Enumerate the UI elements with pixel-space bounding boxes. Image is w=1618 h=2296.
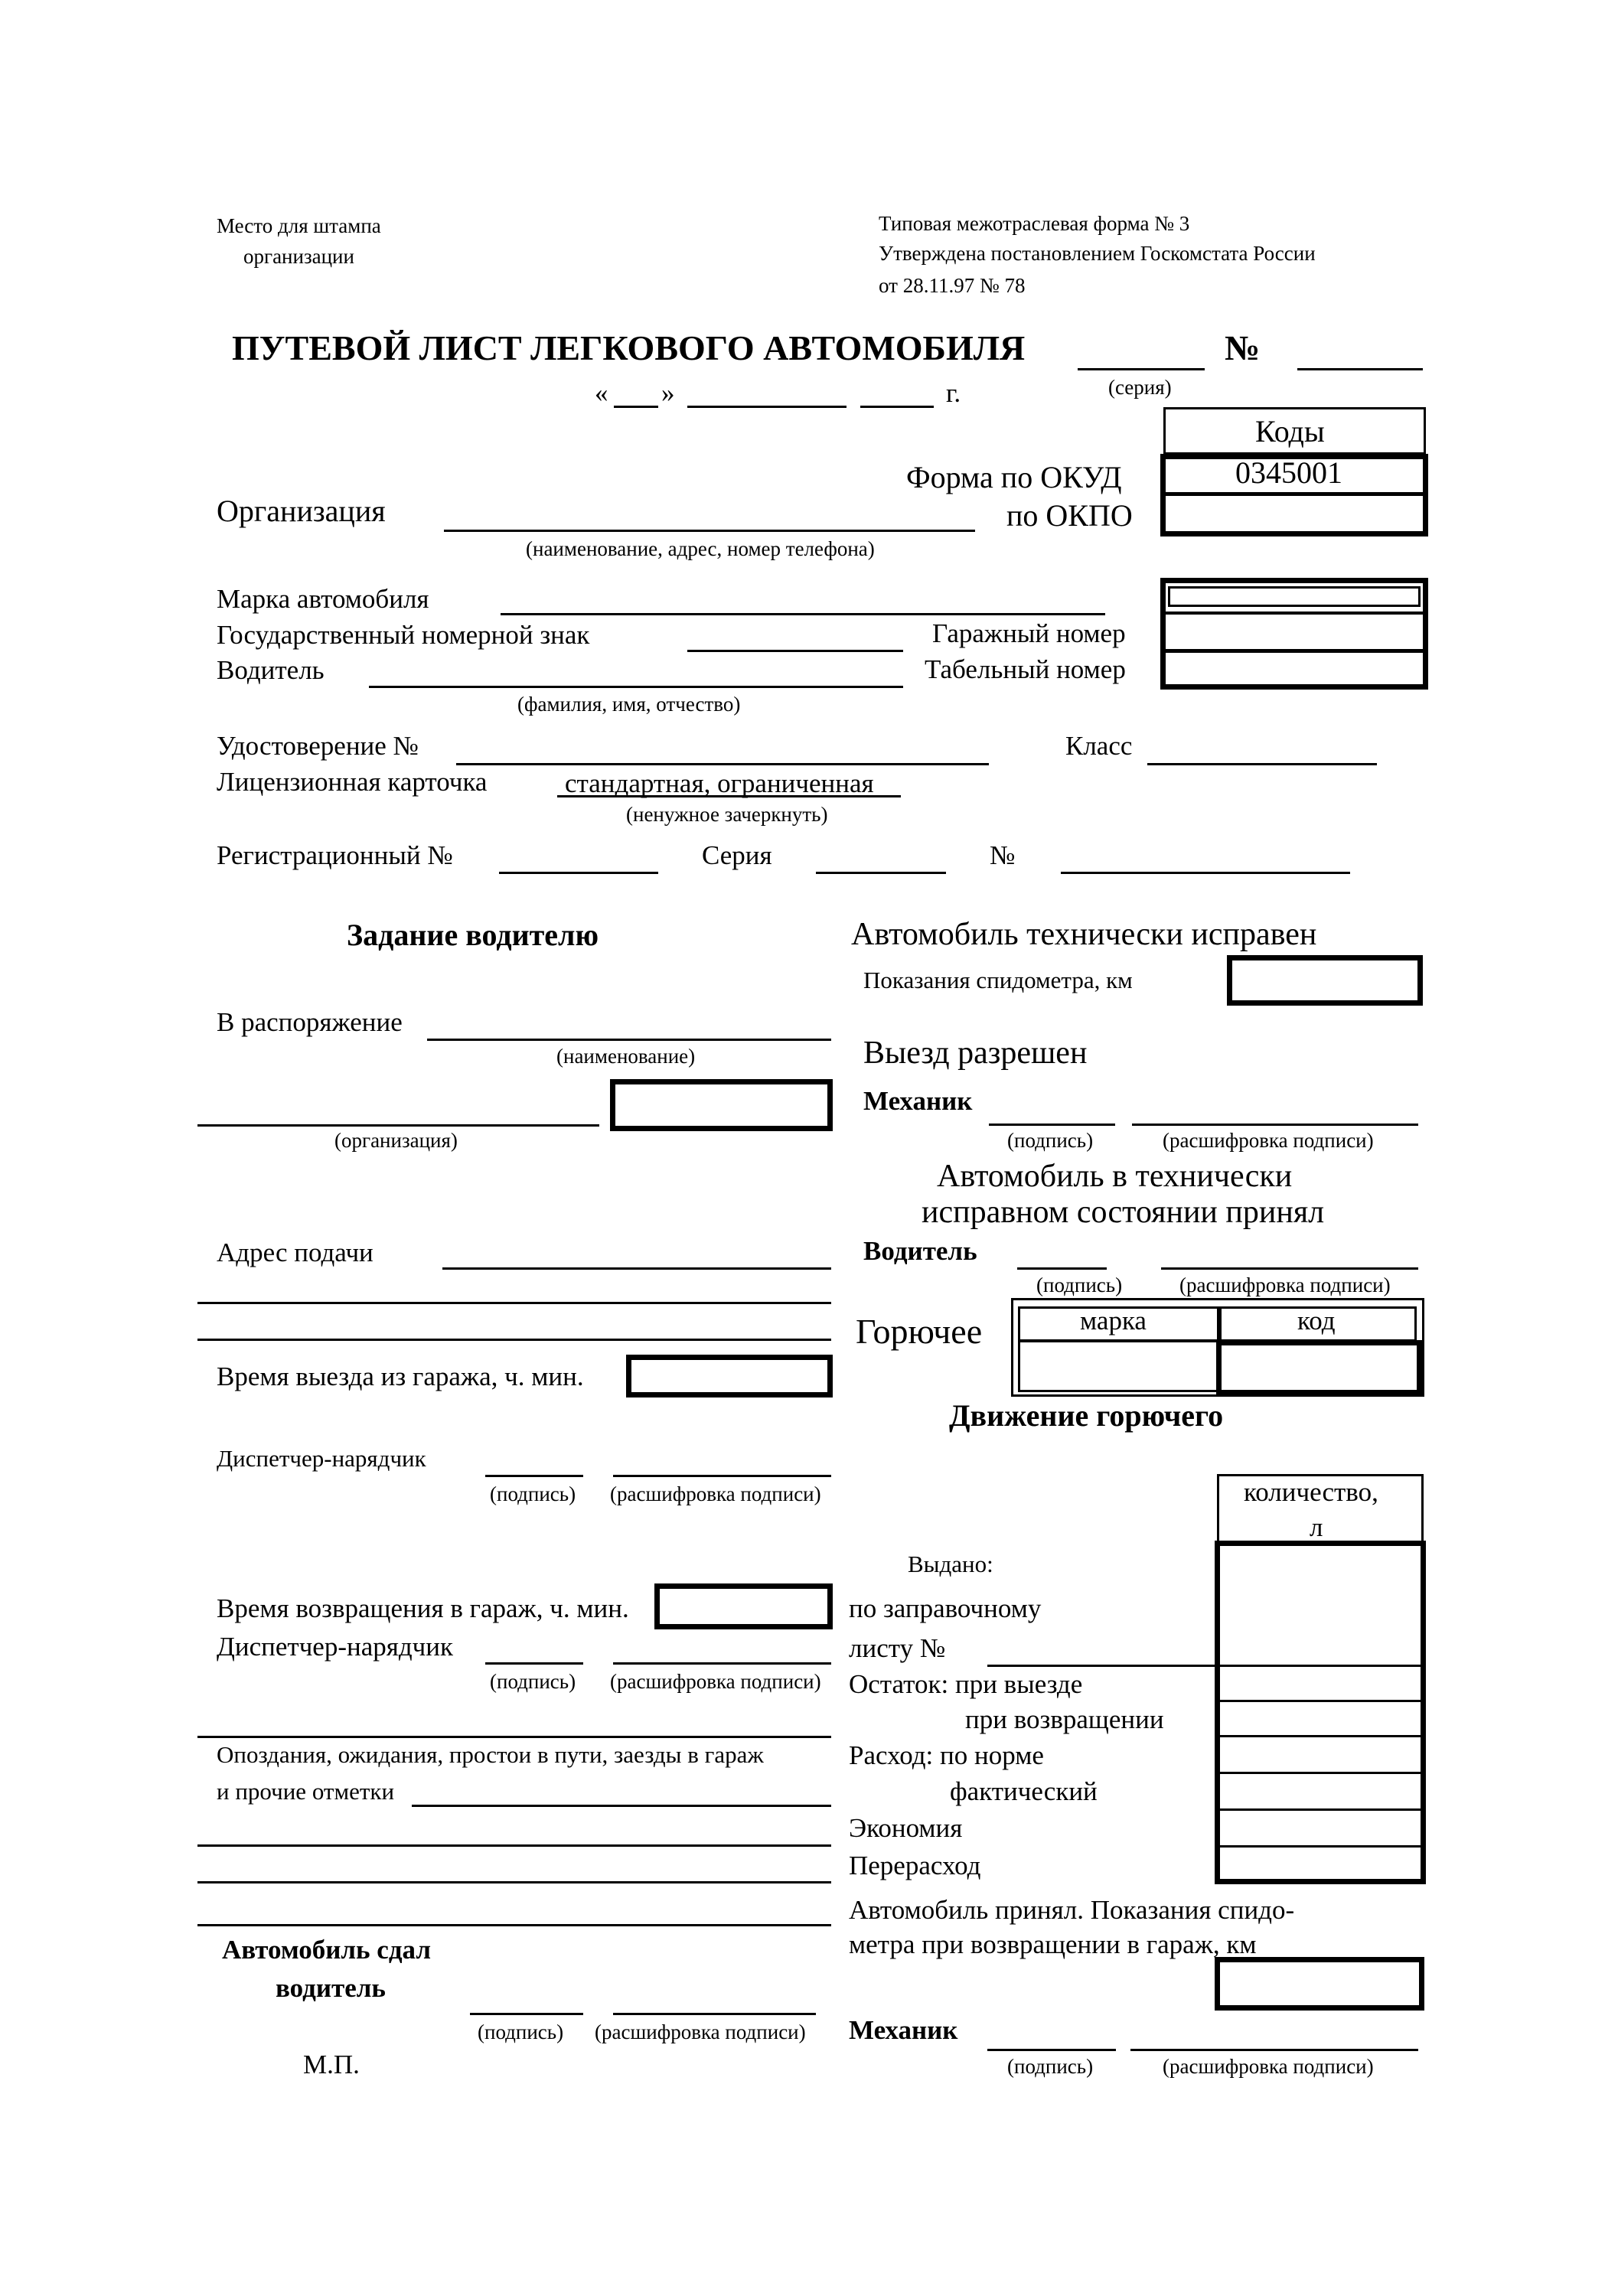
delays-field-3[interactable] (197, 1881, 831, 1883)
license-card-label: Лицензионная карточка (217, 767, 488, 797)
return-time-box[interactable] (654, 1583, 833, 1629)
return-mechanic-decoding-field[interactable] (1130, 2049, 1418, 2051)
fuel-brand-header: марка (1080, 1306, 1147, 1336)
mechanic-decoding-hint: (расшифровка подписи) (1163, 1129, 1374, 1152)
return-mechanic-signature-field[interactable] (987, 2049, 1116, 2051)
delays-label: Опоздания, ожидания, простои в пути, заезды в гараж (217, 1741, 764, 1768)
quantity-row-divider-5 (1220, 1808, 1421, 1811)
date-year-field[interactable] (860, 406, 934, 408)
class-field[interactable] (1147, 763, 1377, 765)
brand-field[interactable] (501, 613, 1105, 615)
brand-label: Марка автомобиля (217, 584, 429, 614)
departure-time-box[interactable] (626, 1355, 833, 1397)
return-time-label: Время возвращения в гараж, ч. мин. (217, 1593, 629, 1623)
reg-series-field[interactable] (816, 872, 946, 874)
okud-okpo-divider (1160, 492, 1428, 496)
return-accepted-label: Автомобиль принял. Показания спидо- (849, 1895, 1295, 1925)
license-label: Удостоверение № (217, 731, 419, 761)
overuse-label: Перерасход (849, 1851, 981, 1880)
organization-hint: (наименование, адрес, номер телефона) (526, 537, 875, 560)
fuel-brand-value-cell[interactable] (1018, 1340, 1221, 1392)
departure-allowed-heading: Выезд разрешен (863, 1035, 1088, 1071)
vehicle-codes-inner (1168, 586, 1421, 607)
dispatcher-decoding-field[interactable] (613, 1475, 831, 1477)
return-accepted-label-2: метра при возвращении в гараж, км (849, 1929, 1257, 1959)
license-card-hint: (ненужное зачеркнуть) (626, 803, 828, 826)
stamp-place: М.П. (303, 2050, 360, 2079)
driver-accept-label: Водитель (863, 1236, 977, 1266)
quantity-row-divider-2 (1220, 1700, 1421, 1702)
driver-accept-decoding-field[interactable] (1161, 1267, 1418, 1270)
class-label: Класс (1065, 731, 1133, 761)
mechanic-decoding-field[interactable] (1132, 1124, 1418, 1126)
date-day-field[interactable] (614, 406, 658, 408)
dispatcher2-decoding-hint: (расшифровка подписи) (610, 1670, 821, 1693)
series-field[interactable] (1078, 368, 1205, 370)
garage-number-label: Гаражный номер (932, 618, 1126, 648)
disposal-label: В распоряжение (217, 1007, 403, 1037)
stamp-place-label-2: организации (243, 245, 354, 268)
delays-field-4[interactable] (197, 1924, 831, 1926)
quantity-row-divider-4 (1220, 1772, 1421, 1774)
license-card-underline (557, 795, 901, 797)
reg-number-label: Регистрационный № (217, 840, 453, 870)
driver-accept-decoding-hint: (расшифровка подписи) (1179, 1274, 1391, 1296)
handed-over-label: Автомобиль сдал (222, 1935, 431, 1965)
disposal-field[interactable] (427, 1039, 831, 1041)
handed-decoding-field[interactable] (613, 2013, 816, 2015)
delays-field[interactable] (412, 1805, 831, 1807)
issued-label: Выдано: (908, 1551, 993, 1577)
plate-field[interactable] (687, 650, 903, 652)
page-title: ПУТЕВОЙ ЛИСТ ЛЕГКОВОГО АВТОМОБИЛЯ (232, 328, 1026, 367)
date-month-field[interactable] (687, 406, 847, 408)
accepted-heading: Автомобиль в технически (937, 1159, 1293, 1194)
organization-task-field[interactable] (197, 1124, 599, 1127)
handed-over-label-2: водитель (276, 1973, 386, 2003)
fuel-code-value-cell[interactable] (1216, 1340, 1422, 1395)
tab-number-divider (1160, 649, 1428, 653)
handed-decoding-hint: (расшифровка подписи) (595, 2020, 806, 2043)
dispatcher-label: Диспетчер-нарядчик (217, 1445, 426, 1472)
departure-time-label: Время выезда из гаража, ч. мин. (217, 1362, 584, 1391)
codes-header: Коды (1255, 414, 1325, 448)
consumption-actual-label: фактический (950, 1776, 1098, 1806)
okud-label: Форма по ОКУД (906, 460, 1122, 494)
return-mechanic-label: Механик (849, 2015, 958, 2045)
plate-label: Государственный номерной знак (217, 620, 590, 650)
delays-field-2[interactable] (197, 1844, 831, 1847)
task-title: Задание водителю (347, 918, 599, 952)
address-field-2[interactable] (197, 1302, 831, 1304)
dispatcher2-decoding-field[interactable] (613, 1662, 831, 1665)
license-field[interactable] (456, 763, 989, 765)
reg-number-field[interactable] (499, 872, 658, 874)
dispatcher2-signature-hint: (подпись) (490, 1670, 576, 1693)
fuel-label: Горючее (856, 1312, 983, 1351)
organization-field[interactable] (444, 530, 975, 532)
mechanic-signature-field[interactable] (989, 1124, 1115, 1126)
approved-date-label: от 28.11.97 № 78 (879, 274, 1026, 297)
remainder-return-label: при возвращении (965, 1704, 1164, 1734)
address-field[interactable] (442, 1267, 831, 1270)
dispatcher2-label: Диспетчер-нарядчик (217, 1632, 454, 1662)
dispatcher2-line (197, 1736, 831, 1738)
return-odometer-box[interactable] (1215, 1957, 1424, 2011)
address-field-3[interactable] (197, 1339, 831, 1341)
dispatcher-decoding-hint: (расшифровка подписи) (610, 1482, 821, 1505)
driver-accept-signature-hint: (подпись) (1036, 1274, 1123, 1296)
reg-no-sign: № (990, 840, 1016, 870)
reg-series-label: Серия (702, 840, 772, 870)
disposal-name-hint: (наименование) (556, 1045, 696, 1068)
by-sheet-label-2: листу № (849, 1633, 946, 1663)
consumption-label: Расход: по норме (849, 1740, 1044, 1770)
year-suffix: г. (946, 378, 961, 408)
dispatcher-signature-hint: (подпись) (490, 1482, 576, 1505)
dispatcher2-signature-field[interactable] (485, 1662, 583, 1665)
economy-label: Экономия (849, 1813, 963, 1843)
okud-value: 0345001 (1235, 455, 1342, 490)
garage-number-divider (1160, 612, 1428, 615)
tech-ok-heading: Автомобиль технически исправен (851, 917, 1317, 952)
okpo-label: по ОКПО (1006, 498, 1133, 533)
tab-number-label: Табельный номер (925, 654, 1126, 684)
return-mechanic-decoding-hint: (расшифровка подписи) (1163, 2055, 1374, 2078)
fuel-movement-title: Движение горючего (949, 1398, 1224, 1433)
accepted-heading-2: исправном состоянии принял (922, 1195, 1325, 1230)
approved-by-label: Утверждена постановлением Госкомстата России (879, 242, 1316, 265)
license-card-value[interactable]: стандартная, ограниченная (565, 768, 874, 798)
odometer-box[interactable] (1227, 955, 1423, 1006)
number-sign: № (1225, 328, 1261, 367)
organization-code-box[interactable] (610, 1079, 833, 1131)
driver-hint: (фамилия, имя, отчество) (517, 693, 741, 716)
form-type-label: Типовая межотраслевая форма № 3 (879, 212, 1190, 235)
quantity-header: количество, (1244, 1477, 1378, 1507)
organization-label: Организация (217, 494, 386, 528)
date-open-quote: « (595, 378, 608, 408)
series-hint: (серия) (1108, 376, 1172, 399)
address-label: Адрес подачи (217, 1238, 374, 1267)
quantity-header-unit: л (1310, 1512, 1323, 1542)
mechanic-label: Механик (863, 1086, 973, 1116)
by-sheet-label: по заправочному (849, 1593, 1042, 1623)
handed-signature-field[interactable] (470, 2013, 583, 2015)
date-close-quote: » (661, 378, 675, 408)
quantity-row-divider-1 (1220, 1665, 1421, 1667)
fuel-code-header: код (1297, 1306, 1336, 1336)
by-sheet-number-field[interactable] (987, 1665, 1220, 1667)
organization-task-hint: (организация) (334, 1129, 458, 1152)
dispatcher-signature-field[interactable] (485, 1475, 583, 1477)
driver-label: Водитель (217, 655, 325, 685)
stamp-place-label: Место для штампа (217, 214, 381, 237)
delays-label-2: и прочие отметки (217, 1778, 395, 1805)
remainder-label: Остаток: при выезде (849, 1669, 1083, 1699)
quantity-row-divider-6 (1220, 1845, 1421, 1848)
driver-accept-signature-field[interactable] (1017, 1267, 1107, 1270)
quantity-column (1215, 1541, 1426, 1884)
handed-signature-hint: (подпись) (478, 2020, 564, 2043)
odometer-label: Показания спидометра, км (863, 967, 1133, 993)
quantity-row-divider-3 (1220, 1735, 1421, 1737)
driver-field[interactable] (369, 686, 903, 688)
return-mechanic-signature-hint: (подпись) (1007, 2055, 1094, 2078)
reg-no-field[interactable] (1061, 872, 1350, 874)
number-field[interactable] (1297, 368, 1423, 370)
mechanic-signature-hint: (подпись) (1007, 1129, 1094, 1152)
